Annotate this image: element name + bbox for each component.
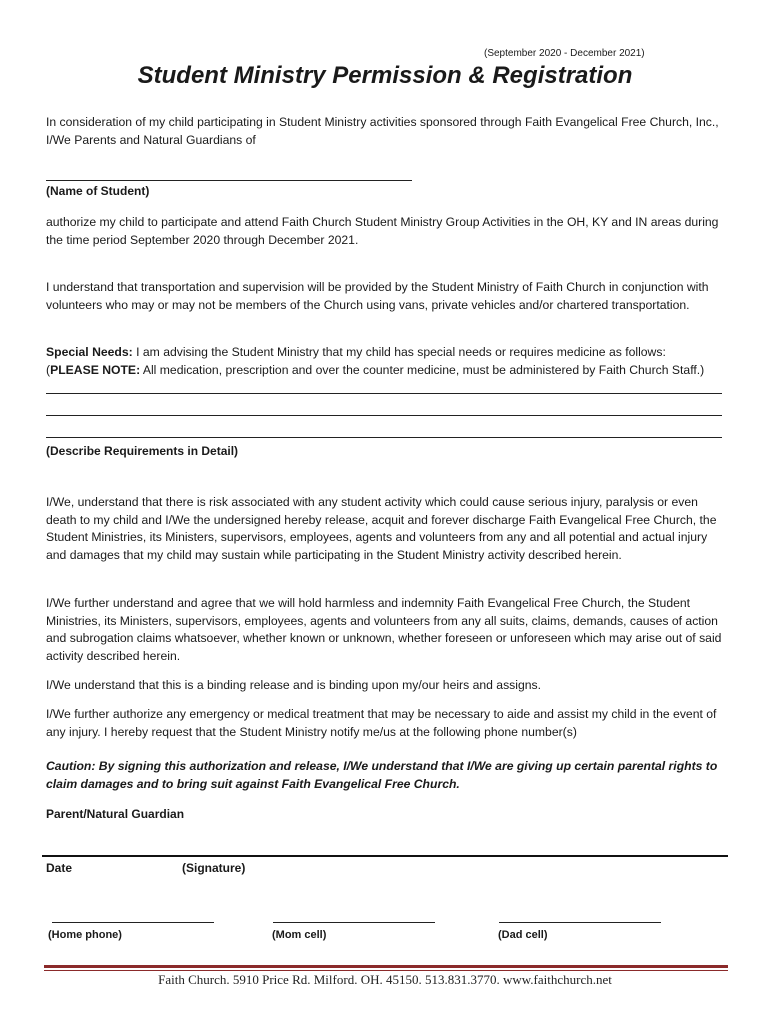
mom-cell-label: (Mom cell) bbox=[272, 929, 327, 941]
signature-label: (Signature) bbox=[182, 861, 246, 875]
authorize-paragraph: authorize my child to participate and attend Faith Church Student Ministry Group Activities in the OH, KY and IN areas during the time period September 2020 through December 2021. bbox=[46, 215, 719, 247]
requirements-line-1[interactable] bbox=[46, 393, 722, 394]
requirements-label: (Describe Requirements in Detail) bbox=[46, 444, 239, 458]
binding-paragraph: I/We understand that this is a binding release and is binding upon my/our heirs and assigns. bbox=[46, 678, 542, 692]
please-note-open: ( bbox=[46, 362, 51, 377]
special-needs-heading: Special Needs: bbox=[46, 345, 133, 359]
date-label: Date bbox=[46, 861, 73, 875]
date-range: (September 2020 - December 2021) bbox=[484, 48, 645, 59]
signature-line[interactable] bbox=[42, 855, 728, 857]
home-phone-field[interactable] bbox=[52, 922, 214, 923]
guardian-label: Parent/Natural Guardian bbox=[46, 807, 185, 821]
emergency-paragraph: I/We further authorize any emergency or medical treatment that may be necessary to aide and assist my child in the event of any injury. I hereby request that the Student Ministry notify me/us at the following phone number(s) bbox=[46, 707, 717, 739]
caution-paragraph: Caution: By signing this authorization and release, I/We understand that I/We are giving up certain parental rights to claim damages and to bring suit against Faith Evangelical Free Church. bbox=[46, 759, 718, 791]
dad-cell-field[interactable] bbox=[499, 922, 661, 923]
please-note-text: All medication, prescription and over the counter medicine, must be administered by Faith Church Staff.) bbox=[142, 362, 705, 377]
student-name-field[interactable] bbox=[46, 180, 412, 181]
harmless-paragraph: I/We further understand and agree that we will hold harmless and indemnity Faith Evangelical Free Church, the Student Ministries, its Ministers, supervisors, employees, agents and volunteers from any all suits, claims, demands, causes of action and subrogation claims whatsoever, whether known or unknown, whether foreseen or unforeseen which may arise out of said activity described herein. bbox=[46, 596, 722, 663]
footer-address: Faith Church. 5910 Price Rd. Milford. OH. 45150. 513.831.3770. www.faithchurch.net bbox=[158, 972, 612, 987]
risk-paragraph: I/We, understand that there is risk associated with any student activity which could cause serious injury, paralysis or even death to my child and I/We the undersigned hereby release, acquit and forever discharge Faith Evangelical Free Church, the Student Ministries, its Ministers, supervisors, employees, agents and volunteers from any and all potential and actual injury and damages that my child may sustain while participating in the Student Ministry activity described herein. bbox=[46, 495, 717, 562]
special-needs-text: I am advising the Student Ministry that my child has special needs or requires medicine as follows: bbox=[136, 345, 666, 359]
mom-cell-field[interactable] bbox=[273, 922, 435, 923]
dad-cell-label: (Dad cell) bbox=[498, 929, 548, 941]
requirements-line-3[interactable] bbox=[46, 437, 722, 438]
special-needs-paragraph bbox=[46, 344, 726, 379]
requirements-line-2[interactable] bbox=[46, 415, 722, 416]
transportation-paragraph: I understand that transportation and supervision will be provided by the Student Ministry of Faith Church in conjunction with volunteers who may or may not be members of the Church using vans, private vehicles and/or chartered transportation. bbox=[46, 280, 709, 312]
footer-rule-thin bbox=[44, 970, 728, 971]
student-name-label: (Name of Student) bbox=[46, 184, 150, 198]
footer-rule-thick bbox=[44, 965, 728, 968]
please-note-heading: PLEASE NOTE: bbox=[50, 362, 141, 377]
home-phone-label: (Home phone) bbox=[48, 929, 122, 941]
page-title: Student Ministry Permission & Registration bbox=[137, 62, 633, 89]
intro-paragraph: In consideration of my child participating in Student Ministry activities sponsored through Faith Evangelical Free Church, Inc., I/We Parents and Natural Guardians of bbox=[46, 115, 719, 147]
